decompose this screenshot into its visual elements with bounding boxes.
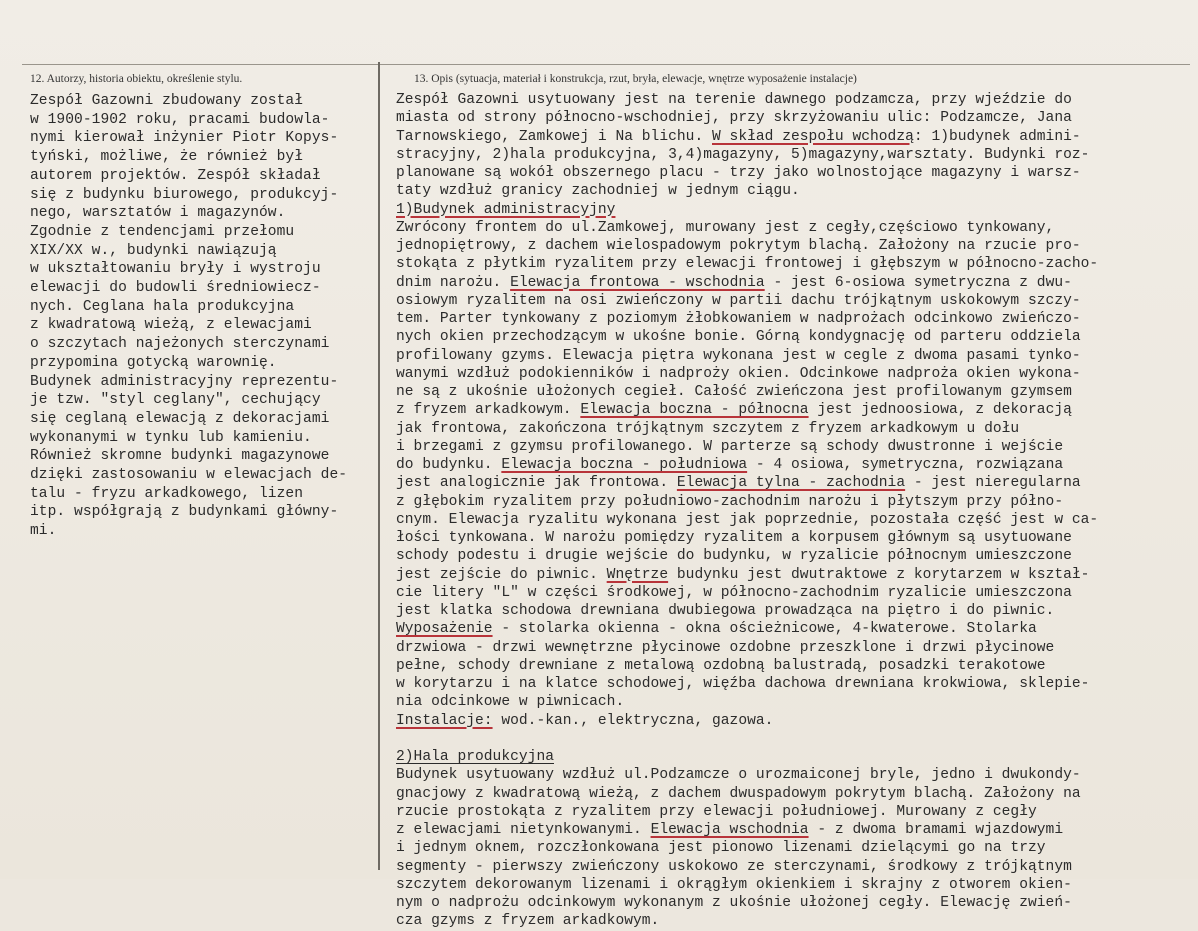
text-line: Zgodnie z tendencjami przełomu: [30, 223, 295, 240]
text-segment: rzucie prostokąta z ryzalitem przy elewacji południowej. Murowany z cegły: [396, 803, 1037, 820]
text-line: przypomina gotycką warownię.: [30, 354, 277, 371]
text-segment: Zwrócony frontem do ul.Zamkowej, murowany jest z cegły,częściowo tynkowany,: [396, 219, 1055, 236]
text-segment: szczytem dekorowanym lizenami i okrągłym okienkiem i skrajny z otworem okien-: [396, 876, 1072, 893]
text-segment: dnim narożu.: [396, 274, 511, 291]
text-segment: Zespół Gazowni usytuowany jest na terenie dawnego podzamcza, przy wjeździe do: [396, 92, 1072, 108]
text-segment: nym o nadprożu odcinkowym wykonanym z ukośnie ułożonej cegły. Elewację zwień-: [396, 895, 1072, 911]
text-segment: jest analogicznie jak frontowa.: [396, 475, 677, 492]
text-segment: łości tynkowana. W narożu pomiędzy ryzalitem a korpusem głównym są usytuowane: [396, 530, 1072, 546]
text-segment: wod.-kan., elektryczna, gazowa.: [492, 712, 774, 729]
text-line: autorem projektów. Zespół składał: [30, 167, 321, 184]
text-segment: stokąta z płytkim ryzalitem przy elewacji frontowej i głębszym w północno-zacho-: [396, 256, 1099, 273]
text-line: [396, 913, 659, 929]
text-segment: do budynku.: [396, 457, 502, 473]
text-line: dzięki zastosowaniu w elewacjach de-: [30, 467, 348, 484]
text-line: [396, 202, 615, 218]
text-line: Budynek administracyjny reprezentu-: [30, 373, 339, 390]
text-line: nymi kierował inżynier Piotr Kopys-: [30, 130, 339, 147]
text-line: wykonanymi w tynku lub kamieniu.: [30, 429, 312, 446]
text-line: [396, 183, 800, 199]
text-line: [396, 877, 1072, 893]
underlined-heading: Elewacja frontowa - wschodnia: [510, 274, 765, 291]
underlined-heading: W skład zespołu wchodzą: [712, 128, 914, 145]
text-line: [396, 293, 1081, 309]
text-segment: i jednym oknem, rozczłonkowana jest pionowo lizenami dzielącymi go na trzy: [396, 840, 1046, 857]
text-segment: jednopiętrowy, z dachem wielospadowym pokrytym blachą. Założony na rzucie pro-: [396, 238, 1081, 254]
text-segment: taty wzdłuż granicy zachodniej w jednym ciągu.: [396, 183, 800, 200]
text-line: [396, 129, 1081, 145]
text-line: [396, 311, 1081, 327]
text-segment: jest klatka schodowa drewniana dwubiegowa prowadząca na piętro i do piwnic.: [396, 603, 1055, 619]
text-segment: osiowym ryzalitem na osi zwieńczony w partii dachu trójkątnym uskokowym szczy-: [396, 292, 1081, 309]
text-segment: Tarnowskiego, Zamkowej i Na blichu.: [396, 128, 712, 145]
text-line: [396, 548, 1072, 564]
text-line: elewacji do budowli średniowiecz-: [30, 280, 321, 297]
text-line: [396, 567, 1089, 583]
text-line: [396, 822, 1063, 838]
underlined-heading: Wnętrze: [606, 566, 669, 583]
text-line: [396, 366, 1081, 382]
text-line: [396, 621, 1037, 637]
text-line: [396, 457, 1063, 473]
text-line: [396, 421, 1019, 437]
text-line: [396, 786, 1081, 802]
text-line: z kwadratową wieżą, z elewacjami: [30, 317, 312, 334]
text-line: [396, 256, 1098, 272]
text-segment: miasta od strony północno-wschodniej, przy skrzyżowaniu ulic: Podzamcze, Jana: [396, 110, 1072, 127]
text-segment: pełne, schody drewniane z metalową ozdobną balustradą, posadzki terakotowe: [396, 657, 1046, 674]
text-segment: : 1)budynek admini-: [913, 128, 1081, 145]
text-segment: jest zejście do piwnic.: [396, 566, 607, 583]
column-divider: [378, 62, 380, 870]
text-line: nego, warsztatów i magazynów.: [30, 205, 286, 222]
text-line: tyński, możliwe, że również był: [30, 149, 304, 166]
text-segment: - stolarka okienna - okna ościeżnicowe, 4-kwaterowe. Stolarka: [492, 621, 1037, 638]
text-line: mi.: [30, 523, 57, 540]
text-segment: jak frontowa, zakończona trójkątnym szczytem z fryzem arkadkowym u dołu: [396, 420, 1020, 437]
text-line: [396, 348, 1081, 364]
text-segment: wanymi wzdłuż podokienników i nadproży okien. Odcinkowe nadproża okien wykona-: [396, 365, 1081, 382]
text-line: [396, 439, 1063, 455]
text-line: [396, 402, 1072, 418]
text-line: [396, 676, 1089, 692]
text-segment: - jest 6-osiowa symetryczna z dwu-: [764, 274, 1072, 291]
text-line: [396, 494, 1063, 510]
text-segment: drzwiowa - drzwi wewnętrzne płycinowe ozdobne przeszklone i drzwi płycinowe: [396, 639, 1055, 656]
text-line: się z budynku biurowego, produkcyj-: [30, 186, 339, 203]
text-line: [396, 110, 1072, 126]
text-segment: - 4 osiowa, symetryczna, rozwiązana: [747, 457, 1064, 473]
underlined-heading: Instalacje:: [396, 712, 493, 729]
underlined-heading: Elewacja tylna - zachodnia: [676, 475, 906, 492]
text-segment: jest jednoosiowa, z dekoracją: [808, 402, 1072, 419]
text-line: [396, 530, 1072, 546]
text-line: [396, 329, 1081, 345]
header-rule: [22, 64, 1190, 65]
text-line: [396, 749, 554, 765]
underlined-heading: 1)Budynek administracyjny: [396, 201, 616, 218]
text-line: [396, 220, 1054, 236]
underlined-heading: Elewacja boczna - północna: [580, 402, 809, 419]
text-line: [396, 275, 1072, 291]
underlined-heading: 2)Hala produkcyjna: [396, 749, 554, 765]
text-segment: schody podestu i drugie wejście do budynku, w ryzalicie północnym umieszczone: [396, 548, 1072, 565]
text-segment: w korytarzu i na klatce schodowej, więźba dachowa drewniana krokwiowa, sklepie-: [396, 676, 1090, 692]
text-segment: Budynek usytuowany wzdłuż ul.Podzamcze o urozmaiconej bryle, jedno i dwukondy-: [396, 767, 1081, 784]
text-line: [396, 767, 1081, 783]
section-13-header: 13. Opis (sytuacja, materiał i konstrukcja, rzut, bryła, elewacje, wnętrze wyposażenie instalacje): [414, 73, 857, 85]
text-line: [396, 384, 1072, 400]
text-segment: budynku jest dwutraktowe z korytarzem w kształ-: [668, 566, 1090, 583]
text-line: [396, 603, 1054, 619]
authors-history-text: [30, 92, 347, 541]
text-line: [396, 475, 1081, 491]
text-segment: cie litery "L" w części środkowej, w północno-zachodnim ryzalicie umieszczona: [396, 584, 1072, 601]
text-line: [396, 713, 773, 729]
text-line: [396, 804, 1037, 820]
text-line: w ukształtowaniu bryły i wystroju: [30, 261, 321, 278]
text-segment: nych okien przechodzącym w ukośne bonie. Górną kondygnację od parteru oddziela: [396, 329, 1081, 346]
text-segment: i brzegami z gzymsu profilowanego. W parterze są schody dwustronne i wejście: [396, 438, 1064, 455]
underlined-heading: Wyposażenie: [396, 621, 493, 638]
text-line: [396, 859, 1072, 875]
text-line: [396, 840, 1046, 856]
text-line: Również skromne budynki magazynowe: [30, 448, 330, 465]
text-line: XIX/XX w., budynki nawiązują: [30, 242, 277, 259]
text-line: [396, 92, 1072, 108]
text-line: [396, 640, 1054, 656]
text-line: [396, 585, 1072, 601]
text-line: się ceglaną elewacją z dekoracjami: [30, 410, 330, 427]
text-segment: segmenty - pierwszy zwieńczony uskokowo ze sterczynami, środkowy z trójkątnym: [396, 858, 1072, 875]
text-segment: nia odcinkowe w piwnicach.: [396, 694, 625, 711]
text-segment: planowane są wokół obszernego placu - trzy jako wolnostojące magazyny i warsz-: [396, 165, 1081, 181]
text-segment: z elewacjami nietynkowanymi.: [396, 822, 651, 838]
text-segment: - jest nieregularna: [905, 475, 1081, 492]
text-segment: - z dwoma bramami wjazdowymi: [808, 822, 1064, 838]
text-line: [396, 895, 1072, 911]
text-line: [396, 165, 1081, 181]
text-line: nych. Ceglana hala produkcyjna: [30, 298, 295, 315]
section-12-header: 12. Autorzy, historia obiektu, określenie stylu.: [30, 73, 243, 85]
text-line: [396, 238, 1081, 254]
text-segment: cnym. Elewacja ryzalitu wykonana jest jak poprzednie, pozostała część jest w ca-: [396, 511, 1099, 528]
text-segment: z fryzem arkadkowym.: [396, 402, 581, 419]
description-text: [396, 91, 1098, 931]
text-segment: z głębokim ryzalitem przy południowo-zachodnim narożu i płytszym przy półno-: [396, 493, 1064, 510]
underlined-heading: Elewacja boczna - południowa: [501, 457, 748, 473]
text-line: talu - fryzu arkadkowego, lizen: [30, 485, 304, 502]
text-segment: tem. Parter tynkowany z poziomym żłobkowaniem w nadprożach odcinkowo zwieńczo-: [396, 311, 1081, 327]
text-segment: profilowany gzyms. Elewacja piętra wykonana jest w cegle z dwoma pasami tynko-: [396, 347, 1081, 364]
text-line: Zespół Gazowni zbudowany został: [30, 93, 304, 109]
text-line: w 1900-1902 roku, pracami budowla-: [30, 111, 330, 128]
text-line: o szczytach najeżonych sterczynami: [30, 336, 330, 353]
text-line: itp. współgrają z budynkami główny-: [30, 504, 339, 521]
text-segment: gnacjowy z kwadratową wieżą, z dachem dwuspadowym pokrytym blachą. Założony na: [396, 785, 1081, 802]
text-line: [396, 512, 1098, 528]
text-segment: cza gzyms z fryzem arkadkowym.: [396, 913, 660, 930]
underlined-heading: Elewacja wschodnia: [650, 822, 809, 838]
text-line: [396, 147, 1089, 163]
text-segment: ne są z ukośnie ułożonych cegieł. Całość zwieńczona jest profilowanym gzymsem: [396, 384, 1072, 400]
text-line: je tzw. "styl ceglany", cechujący: [30, 392, 321, 409]
text-line: [396, 658, 1046, 674]
text-segment: stracyjny, 2)hala produkcyjna, 3,4)magazyny, 5)magazyny,warsztaty. Budynki roz-: [396, 146, 1090, 163]
text-line: [396, 694, 624, 710]
